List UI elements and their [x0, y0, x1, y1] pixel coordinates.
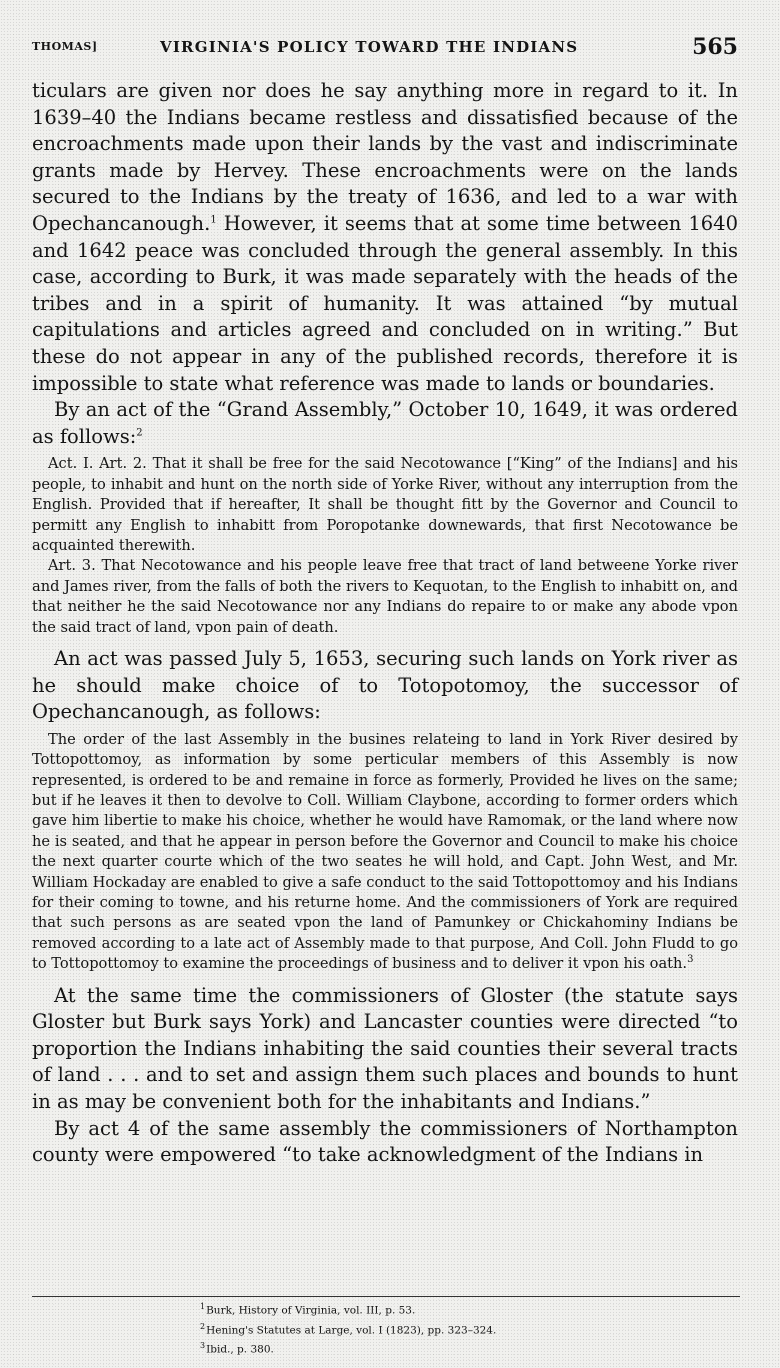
footnote-1 — [200, 1299, 600, 1319]
footnote-text: Burk, History of Virginia, vol. III, p. 53. — [206, 1304, 416, 1317]
running-head-author: THOMAS] — [32, 40, 98, 53]
body-text — [32, 78, 738, 1169]
block-quote-1653 — [32, 730, 738, 975]
quote-paragraph — [32, 730, 738, 975]
footnotes — [200, 1299, 600, 1358]
quote-paragraph: Art. 3. That Necotowance and his people leave free that tract of land betweene Yorke river and James river, from the falls of both the rivers to Kequotan, to the English to inhabitt on, and that neither he the said Necotowance nor any Indians do repaire to or make any abode vpon the said tract of land, vpon pain of death. — [32, 557, 738, 636]
paragraph-gloster: At the same time the commissioners of Gloster (the statute says Gloster but Burk says York) and Lancaster counties were directed “to proportion the Indians inhabiting the said counties their several tracts of land . . . and to set and assign them such places and bounds to hunt in as may be convenient both for the inhabitants and Indians.” — [32, 983, 738, 1113]
running-head — [32, 34, 738, 64]
paragraph-text: However, it seems that at some time between 1640 and 1642 peace was concluded through the general assembly. In this case, according to Burk, it was made separately with the heads of the tribes and in a spirit of humanity. It was attained “by mutual capitulations and articles agreed and concluded on in writing.” But these do not appear in any of the published records, therefore it is impossible to state what reference was made to lands or boundaries. — [32, 211, 738, 395]
paragraph-text: ticulars are given nor does he say anything more in regard to it. In 1639–40 the Indians became restless and dissatisfied because of the encroachments made upon their lands by the vast and indiscriminate grants made by Hervey. These encroachments were on the lands secured to the Indians by the treaty of 1636, and led to a war with Opechancanough. — [32, 79, 738, 235]
running-head-title: VIRGINIA'S POLICY TOWARD THE INDIANS — [160, 38, 579, 56]
quote-text: The order of the last Assembly in the busines relateing to land in York River desired by Tottopottomoy, as information by some perticular members of this Assembly is now represented, is ordered to be and remaine in force as formerly, Provided he lives on the same; but if he leaves it then to devolve to Coll. William Claybone, according to former orders which gave him libertie to make his choice, whether he would have Ramomak, or the land where now he is seated, and that he appear in person before the Governor and Council to make his choice the next quarter courte which of the two seates he will hold, and Capt. John West, and Mr. William Hockaday are enabled to give a safe conduct to the said Tottopottomoy and his Indians for their coming to towne, and his returne home. And the commissioners of York are required that such persons as are seated vpon the land of Pamunkey or Chickahominy Indians be removed according to a late act of Assembly made to that purpose, And Coll. John Fludd to go to Tottopottomoy to examine the proceedings of business and to deliver it vpon his oath. — [32, 730, 738, 973]
footnote-ref: 1 — [210, 214, 217, 226]
footnote-rule — [32, 1296, 740, 1297]
footnote-text: Hening's Statutes at Large, vol. I (1823), pp. 323–324. — [206, 1324, 497, 1336]
footnote-ref: 2 — [136, 427, 143, 439]
paragraph-northampton: By act 4 of the same assembly the commissioners of Northampton county were empowered “to take acknowledgment of the Indians in — [32, 1116, 738, 1167]
footnote-3 — [200, 1338, 600, 1358]
paragraph-continuation — [32, 78, 738, 397]
footnote-mark: 1 — [200, 1302, 206, 1311]
paragraph-grand-assembly — [32, 397, 738, 450]
quote-paragraph: Act. I. Art. 2. That it shall be free for the said Necotowance [“King” of the Indians] and his people, to inhabit and hunt on the north side of Yorke River, without any interruption from the English. Provided that if hereafter, It shall be thought fitt by the Governor and Council to permitt any English to inhabitt from Poropotanke downewards, that first Necotowance be acquainted therewith. — [32, 455, 738, 554]
block-quote-1649 — [32, 454, 738, 638]
footnote-text: Ibid., p. 380. — [206, 1343, 274, 1356]
paragraph-act-1653: An act was passed July 5, 1653, securing such lands on York river as he should make choice of to Totopotomoy, the successor of Opechancanough, as follows: — [32, 646, 738, 724]
footnote-2 — [200, 1319, 600, 1339]
paragraph-text: By an act of the “Grand Assembly,” October 10, 1649, it was ordered as follows: — [32, 398, 738, 448]
page-number: 565 — [692, 34, 738, 60]
footnote-mark: 2 — [200, 1321, 206, 1331]
footnote-ref: 3 — [687, 954, 694, 966]
footnote-mark: 3 — [200, 1341, 206, 1350]
